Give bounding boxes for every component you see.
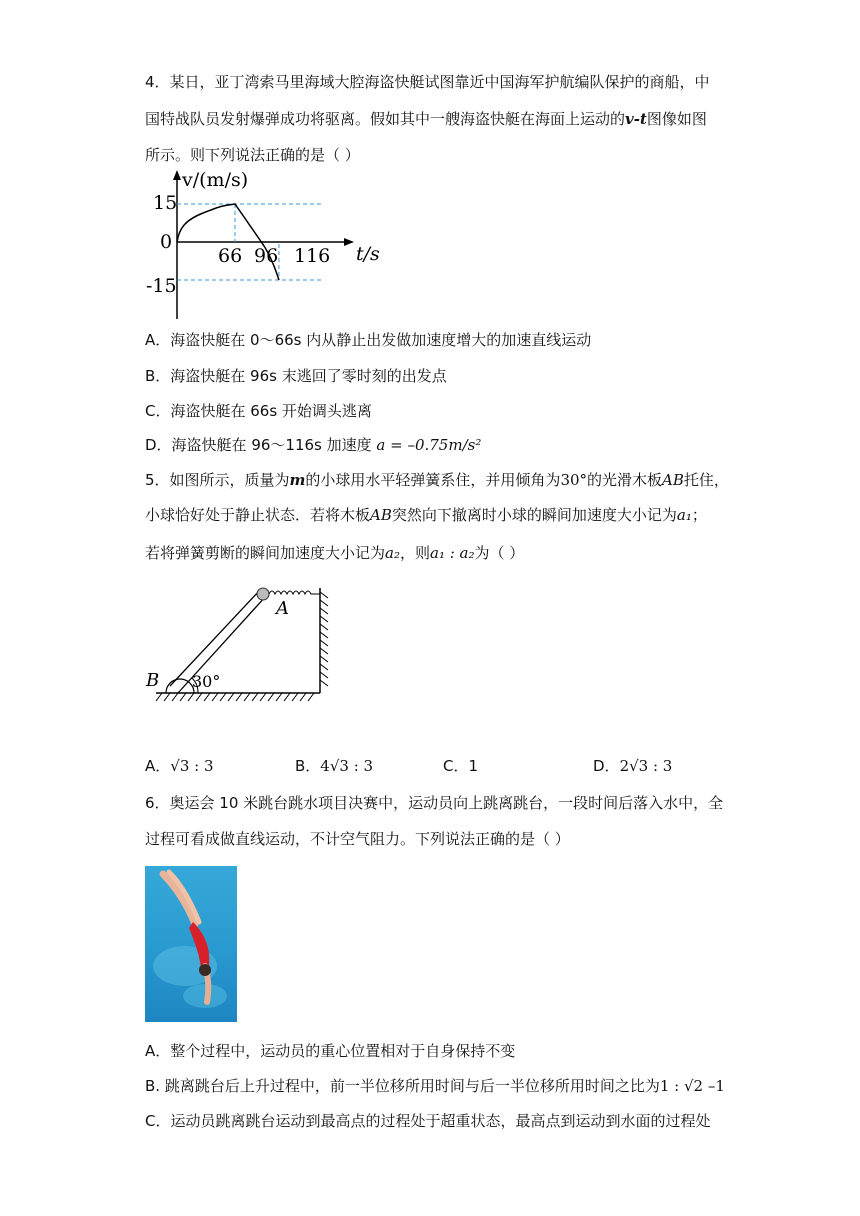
q4-option-a: A．海盗快艇在 0～66s 内从静止出发做加速度增大的加速直线运动 — [145, 331, 592, 349]
q5-stem-line1-mid: 的小球用水平轻弹簧系住，并用倾角为 — [305, 471, 561, 489]
q5-option-b-value: 4√3 : 3 — [320, 757, 374, 775]
q4-option-b: B．海盗快艇在 96s 末逃回了零时刻的出发点 — [145, 367, 447, 385]
q5-option-a — [145, 756, 214, 776]
q5-stem-line3-pre: 若将弹簧剪断的瞬间加速度大小记为 — [145, 544, 386, 562]
q5-option-c-label: C． — [443, 757, 469, 775]
q6-stem-line1: 6．奥运会 10 米跳台跳水项目决赛中，运动员向上跳离跳台，一段时间后落入水中，全 — [145, 794, 724, 812]
q5-stem-line2-post: 突然向下撤离时小球的瞬间加速度大小记为 — [391, 506, 677, 524]
q4-stem-line2-tail: 图像如图 — [646, 110, 707, 128]
q6-stem-line2: 过程可看成做直线运动，不计空气阻力。下列说法正确的是（ ） — [145, 830, 570, 848]
q5-option-b — [295, 756, 373, 776]
q4-y-axis-arrow — [173, 170, 181, 180]
q5-stem-line1 — [145, 470, 729, 490]
q5-label-b: B — [146, 670, 160, 691]
q5-stem-ratio: a₁ : a₂ — [430, 544, 475, 562]
q6-option-a: A．整个过程中，运动员的重心位置相对于自身保持不变 — [145, 1042, 516, 1060]
q5-option-d — [593, 756, 672, 776]
q5-stem-line3 — [145, 543, 524, 563]
q5-ball — [257, 588, 269, 600]
q4-option-c: C．海盗快艇在 66s 开始调头逃离 — [145, 402, 372, 420]
q5-incline-figure — [140, 576, 340, 706]
q5-label-a: A — [276, 598, 289, 619]
q4-ytick-neg15: -15 — [146, 275, 177, 297]
q4-stem-line2-text: 国特战队员发射爆弹成功将驱离。假如其中一艘海盗快艇在海面上运动的 — [145, 110, 626, 128]
q5-stem-line3-end: 为（ ） — [474, 544, 525, 562]
q5-stem-ab: AB — [662, 471, 684, 489]
q6-option-b-formula: 1 : √2 –1 — [659, 1077, 725, 1095]
q4-stem-line1: 4．某日，亚丁湾索马里海域大腔海盗快艇试图靠近中国海军护航编队保护的商船，中 — [145, 73, 710, 91]
q5-stem-angle: 30° — [560, 471, 588, 489]
q4-stem-vt: v-t — [625, 110, 647, 128]
q5-stem-line3-mid: ，则 — [399, 544, 430, 562]
q5-wall-hatch — [320, 592, 328, 686]
q5-stem-line1-pre: 5．如图所示，质量为 — [145, 471, 290, 489]
q4-x-axis-arrow — [344, 238, 354, 246]
q5-stem-a2: a₂ — [385, 544, 400, 562]
q4-ytick-0: 0 — [160, 231, 173, 253]
q4-xtick-116: 116 — [294, 245, 331, 267]
q5-option-a-value: √3 : 3 — [170, 757, 214, 775]
q5-stem-a1: a₁ — [676, 506, 692, 524]
q5-option-c — [443, 756, 478, 776]
q4-stem-line3: 所示。则下列说法正确的是（ ） — [145, 146, 360, 164]
q5-option-d-label: D． — [593, 757, 620, 775]
q5-stem-m: m — [289, 471, 306, 489]
q4-xtick-96: 96 — [254, 245, 279, 267]
q4-option-d-text: D．海盗快艇在 96～116s 加速度 — [145, 436, 372, 454]
q4-y-axis-label: v/(m/s) — [182, 169, 249, 191]
q5-stem-line2-end: ； — [691, 506, 707, 524]
q5-stem-line1-post: 的光滑木板 — [587, 471, 663, 489]
q6-diver-illustration — [145, 866, 237, 1022]
q4-ytick-15: 15 — [153, 192, 178, 214]
q4-option-d — [145, 435, 481, 455]
q5-option-b-label: B． — [295, 757, 321, 775]
q4-stem-line2 — [145, 109, 707, 129]
q5-spring — [269, 591, 320, 594]
q4-vt-graph — [140, 164, 380, 324]
q5-stem-line1-end: 托住， — [683, 471, 729, 489]
q5-ground-hatch — [156, 693, 314, 701]
q4-option-d-formula: a = –0.75m/s² — [376, 436, 482, 454]
q6-option-b — [145, 1076, 725, 1096]
q5-option-a-label: A． — [145, 757, 171, 775]
q5-label-angle: 30° — [192, 672, 221, 691]
q6-diver-photo — [145, 866, 237, 1022]
q5-stem-line2-ab: AB — [370, 506, 392, 524]
q4-xtick-66: 66 — [218, 245, 243, 267]
q4-x-axis-label: t/s — [356, 243, 380, 265]
q6-option-c: C．运动员跳离跳台运动到最高点的过程处于超重状态，最高点到运动到水面的过程处 — [145, 1112, 711, 1130]
q5-option-c-value: 1 — [468, 757, 479, 775]
q5-stem-line2-pre: 小球恰好处于静止状态．若将木板 — [145, 506, 371, 524]
q5-option-d-value: 2√3 : 3 — [619, 757, 673, 775]
q6-option-b-text: B. 跳离跳台后上升过程中，前一半位移所用时间与后一半位移所用时间之比为 — [145, 1077, 660, 1095]
q5-stem-line2 — [145, 505, 707, 525]
